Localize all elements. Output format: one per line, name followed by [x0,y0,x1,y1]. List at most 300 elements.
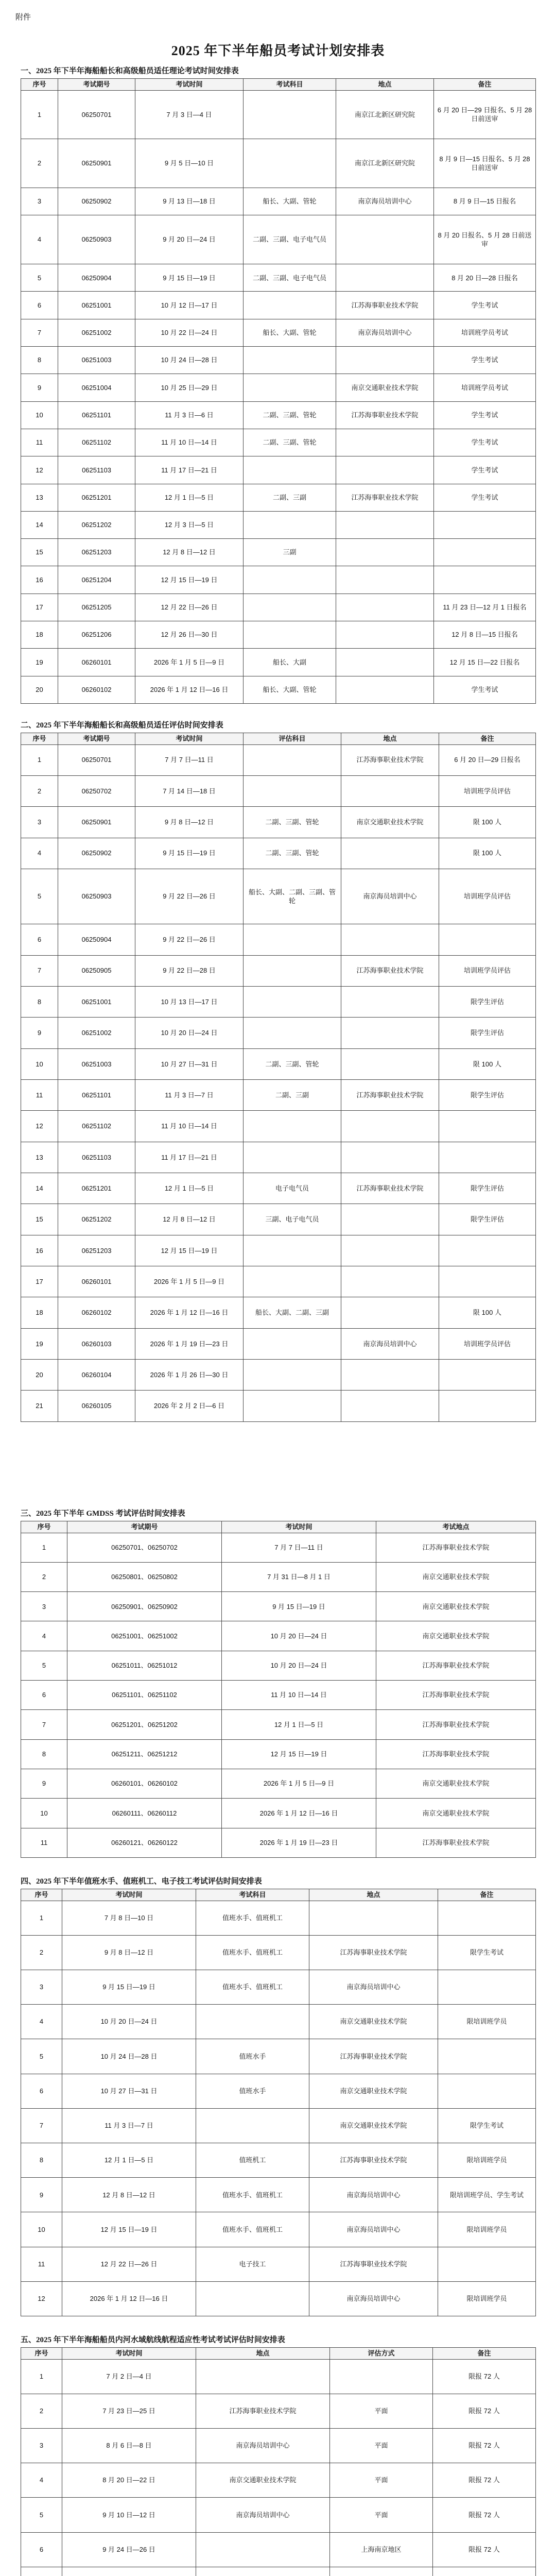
table-cell: 10 月 20 日—24 日 [222,1651,376,1680]
table-cell: 南京交通职业技术学院 [196,2463,330,2498]
table-cell [341,838,439,869]
column-header: 地点 [196,2348,330,2360]
table-cell: 7 月 8 日—10 日 [62,1901,196,1935]
column-header: 考试时间 [222,1521,376,1533]
table-row [21,2074,536,2108]
table-cell: 12 月 1 日—5 日 [135,484,244,511]
table-cell: 二副、三副 [244,1079,341,1110]
table-cell: 06251201、06251202 [67,1710,222,1739]
table-cell: 南京交通职业技术学院 [376,1769,536,1799]
table-cell: 7 月 23 日—25 日 [62,2394,196,2428]
table-cell [336,215,434,264]
table-cell: 南京交通职业技术学院 [376,1621,536,1651]
table-cell: 9 月 22 日—26 日 [135,869,244,924]
table-row [21,264,536,292]
table-cell [244,775,341,806]
section-1-table [21,78,536,704]
table-cell: 11 月 3 日—7 日 [135,1079,244,1110]
table-cell: 2026 年 1 月 5 日—9 日 [222,1769,376,1799]
table-row [21,2005,536,2039]
table-row [21,1360,536,1391]
table-cell: 学生考试 [434,292,536,319]
table-cell: 06260101、06260102 [67,1769,222,1799]
table-cell: 16 [21,566,58,594]
table-row [21,484,536,511]
table-cell: 06260111、06260112 [67,1799,222,1828]
table-cell: 6 月 20 日—29 日报名 [439,744,536,775]
table-cell: 12 月 15 日—19 日 [135,566,244,594]
table-cell: 10 [21,401,58,429]
table-row [21,1651,536,1680]
table-cell [336,594,434,621]
table-cell: 8 月 9 日—15 日报名、5 月 28 日前送审 [434,139,536,188]
table-cell: 江苏海事职业技术学院 [336,484,434,511]
table-cell [341,1111,439,1142]
table-cell: 6 月 20 日—29 日报名、5 月 28 日前送审 [434,90,536,139]
table-row [21,2039,536,2074]
table-cell: 11 月 17 日—21 日 [135,1142,244,1173]
table-cell [336,429,434,456]
table-cell: 江苏海事职业技术学院 [376,1651,536,1680]
table-cell: 限培训班学员 [438,2005,536,2039]
table-cell: 10 [21,1799,67,1828]
table-row [21,2498,536,2532]
table-cell: 11 月 10 日—14 日 [135,1111,244,1142]
table-cell: 2026 年 1 月 12 日—16 日 [62,2281,196,2316]
table-cell: 06251001 [58,986,135,1017]
table-row [21,1710,536,1739]
table-cell: 8 月 20 日—22 日 [62,2463,196,2498]
table-cell: 7 [21,1710,67,1739]
table-cell: 限 100 人 [439,1048,536,1079]
table-cell: 培训班学员考试 [434,319,536,346]
table-cell: 船长、大副 [244,649,336,676]
table-cell [434,566,536,594]
table-cell [336,511,434,538]
table-cell: 培训班学员评估 [439,869,536,924]
table-cell: 限 100 人 [439,807,536,838]
table-cell: 06251203 [58,539,135,566]
column-header: 考试期号 [67,1521,222,1533]
table-cell [439,924,536,955]
table-cell: 06260121、06260122 [67,1828,222,1857]
table-cell: 2 [21,1562,67,1591]
table-cell [196,2108,309,2143]
column-header: 考试时间 [135,79,244,91]
table-cell: 二副、三副、管轮 [244,807,341,838]
table-cell [336,649,434,676]
table-cell: 限培训班学员 [438,2143,536,2177]
table-cell: 17 [21,594,58,621]
table-row [21,1048,536,1079]
table-cell: 南京江北新区研究院 [336,139,434,188]
table-cell: 7 月 7 日—11 日 [135,744,244,775]
table-cell: 06251103 [58,456,135,484]
table-row [21,1681,536,1710]
table-cell: 1 [21,1533,67,1562]
table-cell: 7 月 3 日—4 日 [135,90,244,139]
table-cell: 12 月 15 日—19 日 [222,1739,376,1769]
table-row [21,1769,536,1799]
table-cell: 18 [21,1297,58,1328]
column-header: 序号 [21,1889,62,1901]
table-cell: 值班水手、值班机工 [196,1935,309,1970]
table-cell: 7 月 7 日—11 日 [222,1533,376,1562]
table-cell: 限 100 人 [439,1297,536,1328]
table-cell: 06260103 [58,1328,135,1359]
table-cell: 8 [21,347,58,374]
table-cell: 1 [21,2359,62,2394]
table-cell [336,621,434,649]
table-cell: 9 月 24 日—26 日 [62,2532,196,2567]
table-cell: 平面 [330,2428,433,2463]
table-row [21,1533,536,1562]
table-cell: 06250903 [58,215,135,264]
table-row [21,292,536,319]
table-cell: 2026 年 1 月 26 日—30 日 [135,1360,244,1391]
table-cell [244,1328,341,1359]
table-cell: 10 月 20 日—24 日 [135,1018,244,1048]
table-cell: 06251202 [58,511,135,538]
table-cell: 2 [21,2394,62,2428]
table-cell: 12 月 8 日—12 日 [135,539,244,566]
table-cell: 11 月 17 日—21 日 [135,456,244,484]
table-cell: 10 [21,1048,58,1079]
table-cell: 06251211、06251212 [67,1739,222,1769]
table-cell: 学生考试 [434,484,536,511]
table-row [21,775,536,806]
table-cell: 平面 [330,2463,433,2498]
table-cell: 10 月 27 日—31 日 [135,1048,244,1079]
table-cell: 5 [21,2498,62,2532]
table-cell: 3 [21,1970,62,2004]
table-cell: 06251102 [58,429,135,456]
table-cell: 培训班学员评估 [439,1328,536,1359]
table-cell: 限学生评估 [439,1018,536,1048]
table-row [21,429,536,456]
table-cell: 12 月 1 日—5 日 [222,1710,376,1739]
table-cell: 南京海员培训中心 [341,1328,439,1359]
table-row [21,1799,536,1828]
table-cell: 8 月 9 日—15 日报名 [434,188,536,215]
table-cell [336,456,434,484]
table-cell: 限学生评估 [439,1079,536,1110]
table-cell: 06250904 [58,264,135,292]
table-row [21,188,536,215]
table-cell [244,744,341,775]
table-cell [341,986,439,1017]
table-cell: 06250902 [58,838,135,869]
table-cell [438,2247,536,2281]
table-cell: 06250904 [58,924,135,955]
table-cell: 20 [21,676,58,703]
table-cell: 江苏海事职业技术学院 [336,292,434,319]
table-cell: 06251202 [58,1204,135,1235]
table-cell [341,1018,439,1048]
table-cell: 3 [21,188,58,215]
table-cell: 20 [21,1360,58,1391]
table-cell: 值班水手、值班机工 [196,2178,309,2212]
table-row [21,2428,536,2463]
table-cell: 学生考试 [434,456,536,484]
table-cell: 南京交通职业技术学院 [341,807,439,838]
table-cell: 12 月 15 日—19 日 [135,1235,244,1266]
table-cell [341,1391,439,1422]
table-cell [196,2281,309,2316]
table-cell: 学生考试 [434,676,536,703]
table-row [21,1562,536,1591]
table-row [21,374,536,401]
table-cell [438,1970,536,2004]
table-cell: 06251011、06251012 [67,1651,222,1680]
table-cell: 06251004 [58,374,135,401]
table-cell [196,2359,330,2394]
table-cell: 江苏海事职业技术学院 [376,1739,536,1769]
table-cell: 江苏海事职业技术学院 [376,1533,536,1562]
table-cell: 平面 [330,2394,433,2428]
table-cell [244,374,336,401]
table-cell: 12 月 3 日—5 日 [135,511,244,538]
table-cell: 11 月 10 日—14 日 [222,1681,376,1710]
column-header: 评估方式 [330,2348,433,2360]
table-cell: 06250701 [58,90,135,139]
table-cell: 8 月 6 日—8 日 [62,2428,196,2463]
table-cell: 2026 年 1 月 5 日—9 日 [135,649,244,676]
table-cell: 船长、大副、二副、三副 [244,1297,341,1328]
table-cell: 06250702 [58,775,135,806]
table-header-row [21,2348,536,2360]
table-cell: 9 [21,374,58,401]
table-cell [21,2567,62,2576]
table-cell: 限报 72 人 [433,2463,536,2498]
table-cell: 限报 72 人 [433,2359,536,2394]
table-row [21,924,536,955]
table-header-row [21,1521,536,1533]
table-cell: 船长、大副、管轮 [244,676,336,703]
table-row [21,676,536,703]
table-cell: 3 [21,2428,62,2463]
table-cell: 7 月 31 日—8 月 1 日 [222,1562,376,1591]
table-cell [244,90,336,139]
table-cell [341,1235,439,1266]
table-cell: 06251001 [58,292,135,319]
column-header: 序号 [21,2348,62,2360]
table-row [21,2463,536,2498]
table-row [21,1828,536,1857]
table-row [21,1592,536,1621]
table-row [21,139,536,188]
table-cell: 江苏海事职业技术学院 [341,1079,439,1110]
table-cell: 4 [21,2463,62,2498]
table-cell: 06250801、06250802 [67,1562,222,1591]
table-cell: 6 [21,1681,67,1710]
table-cell: 南京海员培训中心 [336,188,434,215]
table-cell: 9 月 20 日—24 日 [135,215,244,264]
table-row [21,1621,536,1651]
table-cell [341,1360,439,1391]
table-cell: 14 [21,1173,58,1204]
section-5-table [21,2347,536,2576]
table-cell: 三副、电子电气员 [244,1204,341,1235]
table-cell: 南京交通职业技术学院 [376,1562,536,1591]
table-cell: 值班水手、值班机工 [196,1970,309,2004]
table-cell: 17 [21,1266,58,1297]
table-cell [330,2567,433,2576]
annex-label: 附件 [15,13,31,22]
table-cell: 7 月 2 日—4 日 [62,2359,196,2394]
column-header: 考试期号 [58,733,135,745]
table-cell: 10 月 13 日—17 日 [135,986,244,1017]
column-header: 地点 [341,733,439,745]
table-cell: 5 [21,1651,67,1680]
table-cell: 江苏海事职业技术学院 [376,1710,536,1739]
table-cell: 3 [21,1592,67,1621]
table-cell: 二副、三副、管轮 [244,838,341,869]
table-cell: 10 月 20 日—24 日 [62,2005,196,2039]
table-row [21,1739,536,1769]
table-cell [244,621,336,649]
table-cell [244,1235,341,1266]
table-cell: 06250905 [58,955,135,986]
table-cell: 12 月 22 日—26 日 [135,594,244,621]
column-header: 序号 [21,1521,67,1533]
table-cell: 11 月 3 日—7 日 [62,2108,196,2143]
table-cell [244,292,336,319]
table-cell: 11 [21,1079,58,1110]
table-cell [244,456,336,484]
table-cell: 8 [21,2143,62,2177]
table-cell: 电子电气员 [244,1173,341,1204]
table-cell: 江苏海事职业技术学院 [341,744,439,775]
table-cell: 2026 年 1 月 19 日—23 日 [222,1828,376,1857]
table-cell: 1 [21,744,58,775]
table-cell: 8 月 20 日报名、5 月 28 日前送审 [434,215,536,264]
table-cell: 11 月 23 日—12 月 1 日报名 [434,594,536,621]
table-cell: 5 [21,264,58,292]
table-cell: 06251201 [58,1173,135,1204]
section-4-table [21,1889,536,2316]
table-cell: 三副 [244,539,336,566]
table-row [21,869,536,924]
table-row [21,1297,536,1328]
document-title: 2025 年下半年船员考试计划安排表 [171,43,385,58]
table-cell: 15 [21,1204,58,1235]
table-cell: 12 月 15 日—19 日 [62,2212,196,2247]
section-4-title: 四、2025 年下半年值班水手、值班机工、电子技工考试评估时间安排表 [21,1877,262,1886]
table-row [21,2212,536,2247]
column-header: 备注 [439,733,536,745]
table-cell: 13 [21,484,58,511]
column-header: 考试地点 [376,1521,536,1533]
section-1-title: 一、2025 年下半年海船船长和高级船员适任理论考试时间安排表 [21,67,239,75]
table-cell: 船长、大副、二副、三副、管轮 [244,869,341,924]
table-cell: 2 [21,1935,62,1970]
table-cell: 南京海员培训中心 [309,2212,438,2247]
table-cell: 12 [21,456,58,484]
table-cell: 限培训班学员 [438,2281,536,2316]
table-cell: 12 月 8 日—12 日 [135,1204,244,1235]
table-cell: 06260102 [58,676,135,703]
table-cell: 南京海员培训中心 [309,2178,438,2212]
table-cell: 11 [21,429,58,456]
table-cell [438,2039,536,2074]
table-cell: 二副、三副、管轮 [244,1048,341,1079]
table-cell [196,2567,330,2576]
table-row [21,2394,536,2428]
section-5-title: 五、2025 年下半年海船船员内河水域航线航程适应性考试考试评估时间安排表 [21,2336,285,2344]
table-cell: 12 月 26 日—30 日 [135,621,244,649]
table-row [21,2359,536,2394]
column-header: 考试时间 [62,2348,196,2360]
table-cell: 江苏海事职业技术学院 [376,1681,536,1710]
table-cell: 9 [21,1018,58,1048]
table-cell: 19 [21,1328,58,1359]
table-cell: 6 [21,2074,62,2108]
table-row [21,319,536,346]
table-cell: 江苏海事职业技术学院 [309,2247,438,2281]
table-cell: 4 [21,1621,67,1651]
table-row [21,2281,536,2316]
table-row [21,1235,536,1266]
column-header: 序号 [21,79,58,91]
table-row [21,1970,536,2004]
table-cell: 9 [21,1769,67,1799]
table-cell: 06250901 [58,139,135,188]
table-cell: 11 [21,2247,62,2281]
table-row [21,2108,536,2143]
table-row [21,566,536,594]
column-header: 地点 [309,1889,438,1901]
table-cell: 江苏海事职业技术学院 [309,2143,438,2177]
table-row [21,2532,536,2567]
table-cell [439,1391,536,1422]
table-cell: 10 月 12 日—17 日 [135,292,244,319]
table-cell: 9 月 10 日—12 日 [62,2498,196,2532]
table-row [21,649,536,676]
table-cell: 二副、三副 [244,484,336,511]
table-cell: 06250901 [58,807,135,838]
table-cell: 8 [21,986,58,1017]
table-cell [244,986,341,1017]
table-cell: 11 月 10 日—14 日 [135,429,244,456]
table-cell: 12 月 15 日—22 日报名 [434,649,536,676]
table-cell: 2026 年 1 月 19 日—23 日 [135,1328,244,1359]
table-cell [434,511,536,538]
table-row [21,511,536,538]
table-cell [341,1142,439,1173]
table-cell: 9 月 22 日—26 日 [135,924,244,955]
table-cell: 10 月 24 日—28 日 [62,2039,196,2074]
table-cell: 限报 72 人 [433,2532,536,2567]
table-cell: 06260101 [58,649,135,676]
table-row [21,1142,536,1173]
table-row [21,90,536,139]
table-cell: 12 [21,1111,58,1142]
column-header: 考试期号 [58,79,135,91]
table-cell: 06251102 [58,1111,135,1142]
table-cell: 南京海员培训中心 [341,869,439,924]
table-cell: 06251002 [58,319,135,346]
table-cell: 12 月 8 日—12 日 [62,2178,196,2212]
table-cell [244,566,336,594]
table-cell: 06260105 [58,1391,135,1422]
table-cell [336,347,434,374]
table-row [21,621,536,649]
table-cell [336,676,434,703]
table-header-row [21,1889,536,1901]
table-cell [439,1266,536,1297]
table-cell: 3 [21,807,58,838]
